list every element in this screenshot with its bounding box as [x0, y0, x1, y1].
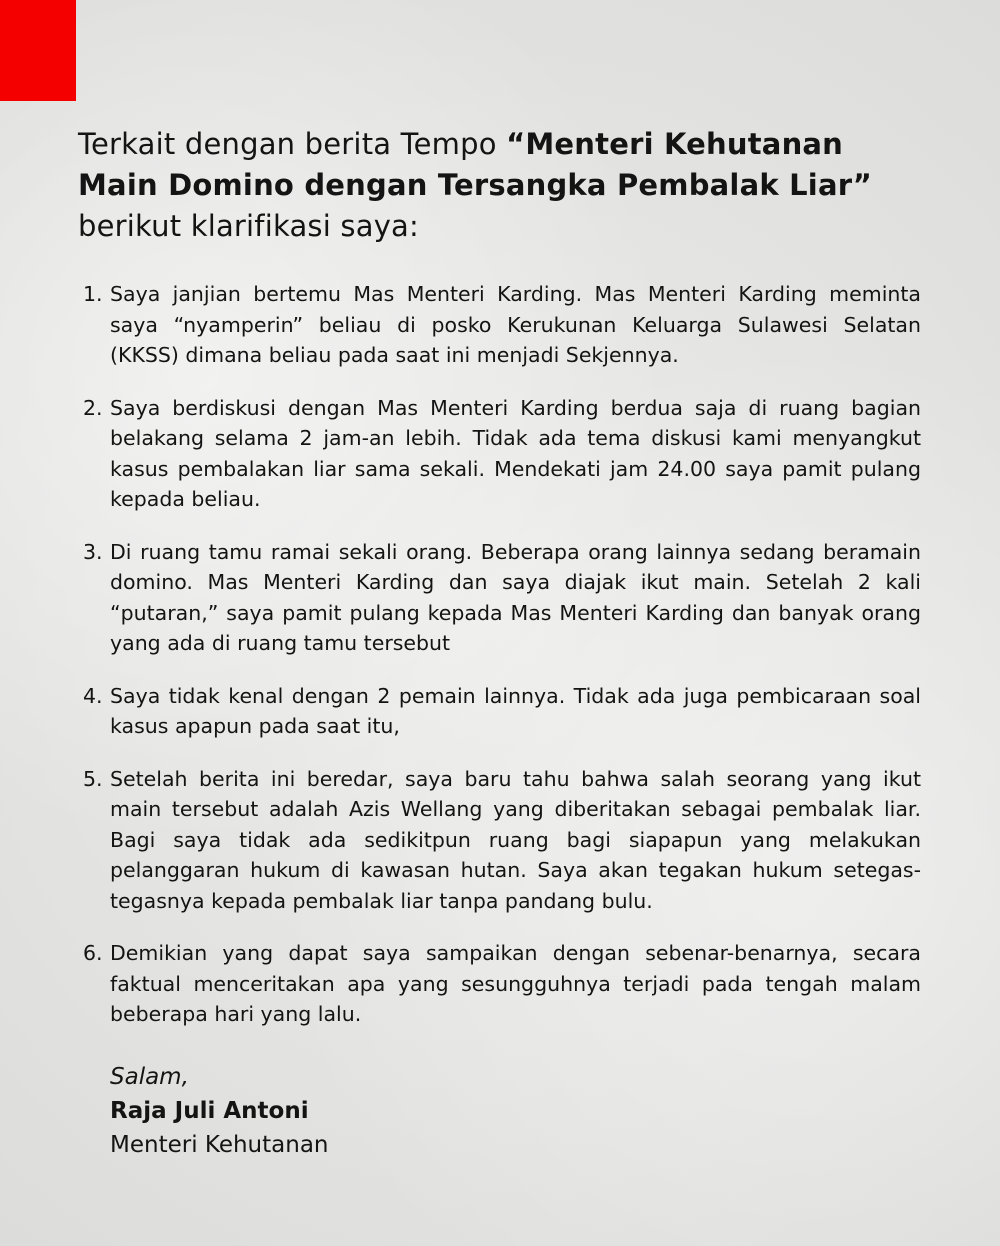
list-item: [78, 764, 921, 917]
clarification-list: [78, 279, 921, 1030]
item-number: 6.: [83, 941, 103, 965]
headline-intro: Terkait dengan berita Tempo: [78, 127, 507, 161]
item-text: Setelah berita ini beredar, saya baru tahu bahwa salah seorang yang ikut main tersebut adalah Azis Wellang yang diberitakan sebagai pembalak liar. Bagi saya tidak ada sedikitpun ruang bagi siapapun yang melakukan pelanggaran hukum di kawasan hutan. Saya akan tegakan hukum setegas-tegasnya kepada pembalak liar tanpa pandang bulu.: [110, 766, 921, 913]
list-item: [78, 279, 921, 371]
item-number: 4.: [83, 683, 103, 708]
item-number: 2.: [83, 395, 103, 420]
signature-block: [110, 1060, 921, 1162]
signature-greeting: Salam,: [110, 1063, 189, 1090]
red-accent-square: [0, 0, 76, 101]
list-item: [78, 393, 921, 515]
item-text: Demikian yang dapat saya sampaikan dengan sebenar-benarnya, secara faktual menceritakan apa yang sesungguhnya terjadi pada tengah malam beberapa hari yang lalu.: [110, 941, 921, 1026]
list-item: [78, 537, 921, 659]
item-number: 5.: [83, 766, 103, 791]
headline-quoted-title: “Menteri Kehutanan Main Domino dengan Tersangka Pembalak Liar”: [78, 127, 873, 202]
headline: [78, 124, 921, 247]
item-text: Saya janjian bertemu Mas Menteri Karding. Mas Menteri Karding meminta saya “nyamperin” beliau di posko Kerukunan Keluarga Sulawesi Selatan (KKSS) dimana beliau pada saat ini menjadi Sekjennya.: [110, 282, 921, 367]
signature-title: Menteri Kehutanan: [110, 1131, 329, 1158]
item-text: Saya berdiskusi dengan Mas Menteri Karding berdua saja di ruang bagian belakang selama 2 jam-an lebih. Tidak ada tema diskusi kami menyangkut kasus pembalakan liar sama sekali. Mendekati jam 24.00 saya pamit pulang kepada beliau.: [110, 395, 921, 511]
signature-name: Raja Juli Antoni: [110, 1097, 309, 1124]
headline-outro: berikut klarifikasi saya:: [78, 209, 419, 243]
list-item: [78, 681, 921, 742]
item-text: Di ruang tamu ramai sekali orang. Beberapa orang lainnya sedang beramain domino. Mas Menteri Karding dan saya diajak ikut main. Setelah 2 kali “putaran,” saya pamit pulang kepada Mas Menteri Karding dan banyak orang yang ada di ruang tamu tersebut: [110, 539, 921, 655]
item-text: Saya tidak kenal dengan 2 pemain lainnya. Tidak ada juga pembicaraan soal kasus apapun pada saat itu,: [110, 683, 921, 738]
list-item: [78, 938, 921, 1030]
item-number: 1.: [83, 282, 103, 306]
item-number: 3.: [83, 539, 103, 564]
statement-document: [78, 124, 921, 1162]
